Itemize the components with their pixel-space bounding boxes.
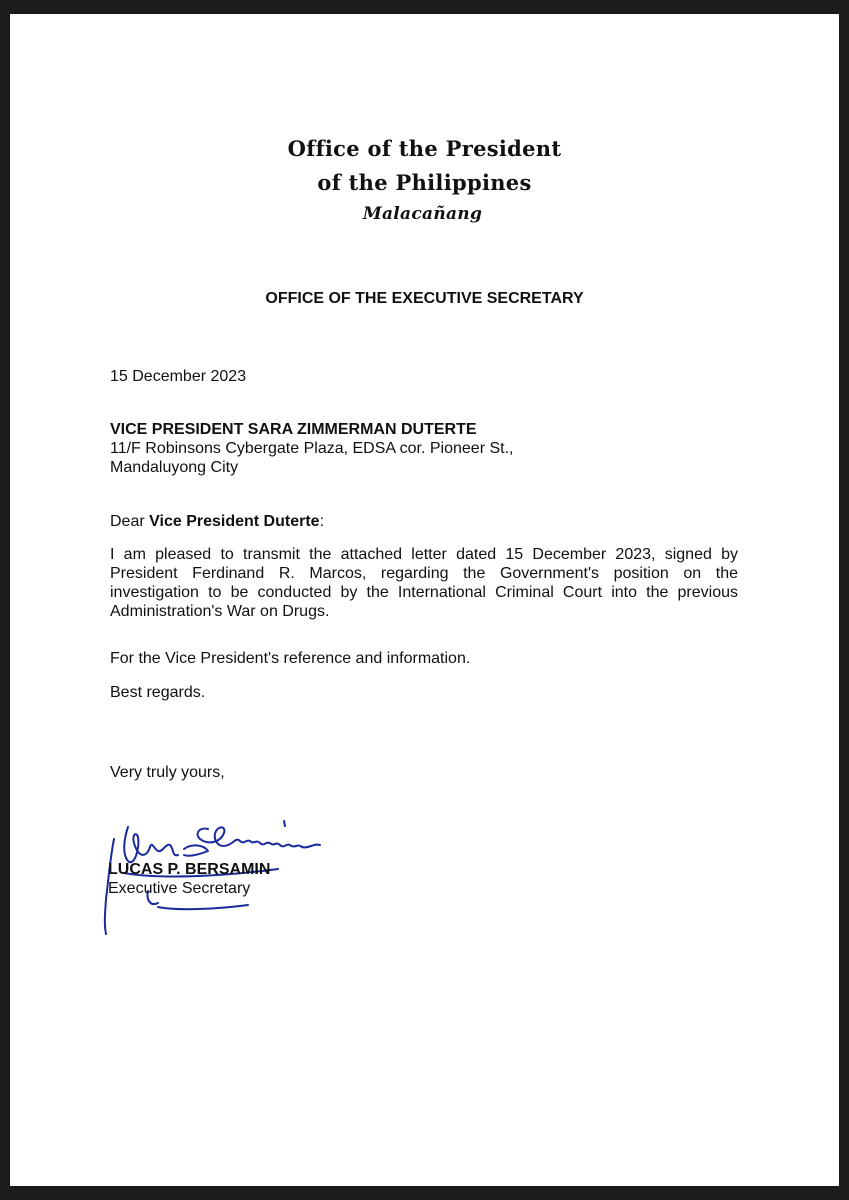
salutation-suffix: :: [319, 513, 325, 530]
body-paragraph-2: For the Vice President's reference and information.: [110, 650, 471, 667]
office-title: OFFICE OF THE EXECUTIVE SECRETARY: [265, 290, 584, 307]
salutation: [110, 512, 324, 531]
salutation-name: Vice President Duterte: [149, 513, 320, 530]
addressee-address-line2: Mandaluyong City: [110, 459, 239, 476]
letterhead-line2: of the Philippines: [317, 170, 532, 195]
salutation-prefix: Dear: [110, 513, 150, 530]
body-paragraph-1: I am pleased to transmit the attached letter dated 15 December 2023, signed by President Ferdinand R. Marcos, regarding the Government's position on the investigation to be conducted by the International Criminal Court into the previous Administration's War on Drugs.: [110, 546, 738, 620]
letterhead-line3: Malacañang: [362, 204, 483, 224]
addressee-name: VICE PRESIDENT SARA ZIMMERMAN DUTERTE: [110, 421, 477, 438]
signer-title: Executive Secretary: [108, 880, 251, 897]
body-paragraph-3: Best regards.: [110, 684, 206, 701]
signer-name: LUCAS P. BERSAMIN: [108, 861, 271, 878]
letter-page: [10, 14, 839, 1186]
letter-date: 15 December 2023: [110, 368, 247, 385]
closing: Very truly yours,: [110, 764, 225, 781]
letterhead-line1: Office of the President: [287, 136, 562, 161]
addressee-address-line1: 11/F Robinsons Cybergate Plaza, EDSA cor. Pioneer St.,: [110, 440, 514, 457]
